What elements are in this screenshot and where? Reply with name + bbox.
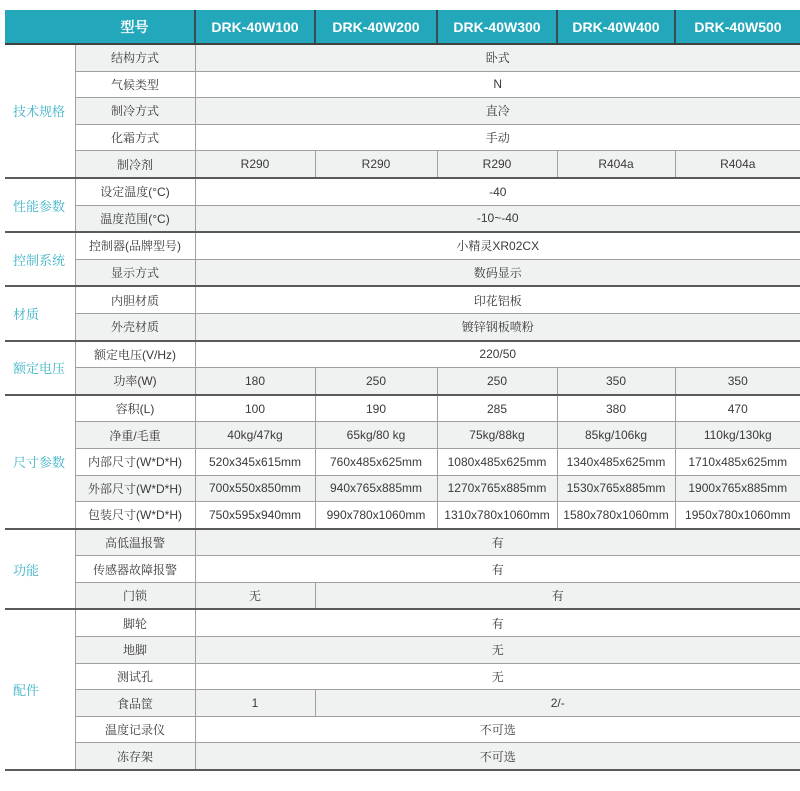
cell-value: R290 <box>315 151 437 178</box>
cell-value: 380 <box>557 395 675 422</box>
model-column-header: DRK-40W300 <box>437 10 557 44</box>
cell-value: 285 <box>437 395 557 422</box>
row-label: 显示方式 <box>75 259 195 286</box>
group-label: 尺寸参数 <box>5 395 75 529</box>
table-row <box>5 502 800 529</box>
cell-value: 220/50 <box>195 341 800 368</box>
cell-value: 100 <box>195 395 315 422</box>
table-row <box>5 448 800 475</box>
cell-value: 470 <box>675 395 800 422</box>
table-row <box>5 529 800 556</box>
table-row <box>5 663 800 690</box>
cell-value: 700x550x850mm <box>195 475 315 502</box>
cell-value: N <box>195 71 800 98</box>
row-label: 测试孔 <box>75 663 195 690</box>
row-label: 化霜方式 <box>75 124 195 151</box>
cell-value: 1900x765x885mm <box>675 475 800 502</box>
table-row <box>5 205 800 232</box>
row-label: 功率(W) <box>75 368 195 395</box>
cell-value: 520x345x615mm <box>195 448 315 475</box>
table-row <box>5 395 800 422</box>
table-row <box>5 124 800 151</box>
cell-value: 不可选 <box>195 743 800 770</box>
cell-value: 印花铝板 <box>195 286 800 313</box>
table-row <box>5 151 800 178</box>
table-row <box>5 259 800 286</box>
row-label: 设定温度(°C) <box>75 178 195 205</box>
table-row <box>5 422 800 449</box>
cell-value: 85kg/106kg <box>557 422 675 449</box>
row-label: 结构方式 <box>75 44 195 71</box>
cell-value: 数码显示 <box>195 259 800 286</box>
group-label: 配件 <box>5 609 75 770</box>
row-label: 制冷方式 <box>75 98 195 125</box>
row-label: 气候类型 <box>75 71 195 98</box>
cell-value: R404a <box>675 151 800 178</box>
table-row <box>5 637 800 664</box>
model-column-header: DRK-40W100 <box>195 10 315 44</box>
table-row <box>5 313 800 340</box>
cell-value: 1310x780x1060mm <box>437 502 557 529</box>
model-header-cell: 型号 <box>5 10 195 44</box>
group-label: 功能 <box>5 529 75 610</box>
cell-value: R290 <box>195 151 315 178</box>
table-row <box>5 743 800 770</box>
cell-value: 1 <box>195 690 315 717</box>
cell-value: 990x780x1060mm <box>315 502 437 529</box>
spec-table <box>5 10 800 771</box>
group-label: 性能参数 <box>5 178 75 232</box>
table-row <box>5 178 800 205</box>
cell-value: 1340x485x625mm <box>557 448 675 475</box>
cell-value: 无 <box>195 637 800 664</box>
row-label: 高低温报警 <box>75 529 195 556</box>
table-row <box>5 609 800 636</box>
header-row <box>5 10 800 44</box>
row-label: 脚轮 <box>75 609 195 636</box>
cell-value: 镀锌钢板喷粉 <box>195 313 800 340</box>
row-label: 地脚 <box>75 637 195 664</box>
cell-value: 直冷 <box>195 98 800 125</box>
table-row <box>5 582 800 609</box>
row-label: 额定电压(V/Hz) <box>75 341 195 368</box>
cell-value: 有 <box>195 609 800 636</box>
cell-value: 40kg/47kg <box>195 422 315 449</box>
cell-value: 190 <box>315 395 437 422</box>
row-label: 控制器(品牌型号) <box>75 232 195 259</box>
row-label: 内部尺寸(W*D*H) <box>75 448 195 475</box>
cell-value: 760x485x625mm <box>315 448 437 475</box>
cell-value: 有 <box>195 529 800 556</box>
cell-value: 1710x485x625mm <box>675 448 800 475</box>
table-row <box>5 368 800 395</box>
cell-value: 1080x485x625mm <box>437 448 557 475</box>
cell-value: 1950x780x1060mm <box>675 502 800 529</box>
row-label: 传感器故障报警 <box>75 556 195 583</box>
cell-value: -40 <box>195 178 800 205</box>
model-column-header: DRK-40W400 <box>557 10 675 44</box>
table-row <box>5 98 800 125</box>
row-label: 温度记录仪 <box>75 716 195 743</box>
row-label: 门锁 <box>75 582 195 609</box>
cell-value: 940x765x885mm <box>315 475 437 502</box>
cell-value: 1270x765x885mm <box>437 475 557 502</box>
cell-value: 有 <box>315 582 800 609</box>
row-label: 外壳材质 <box>75 313 195 340</box>
cell-value: 75kg/88kg <box>437 422 557 449</box>
row-label: 外部尺寸(W*D*H) <box>75 475 195 502</box>
group-label: 材质 <box>5 286 75 340</box>
row-label: 包装尺寸(W*D*H) <box>75 502 195 529</box>
cell-value: 不可选 <box>195 716 800 743</box>
row-label: 制冷剂 <box>75 151 195 178</box>
cell-value: 750x595x940mm <box>195 502 315 529</box>
table-row <box>5 71 800 98</box>
group-label: 控制系统 <box>5 232 75 286</box>
cell-value: 65kg/80 kg <box>315 422 437 449</box>
model-column-header: DRK-40W500 <box>675 10 800 44</box>
cell-value: 350 <box>675 368 800 395</box>
cell-value: 250 <box>315 368 437 395</box>
row-label: 内胆材质 <box>75 286 195 313</box>
table-row <box>5 716 800 743</box>
table-row <box>5 232 800 259</box>
row-label: 食品筐 <box>75 690 195 717</box>
table-row <box>5 690 800 717</box>
group-label: 技术规格 <box>5 44 75 178</box>
cell-value: 有 <box>195 556 800 583</box>
cell-value: 110kg/130kg <box>675 422 800 449</box>
cell-value: 2/- <box>315 690 800 717</box>
cell-value: 250 <box>437 368 557 395</box>
table-row <box>5 475 800 502</box>
cell-value: 卧式 <box>195 44 800 71</box>
cell-value: 小精灵XR02CX <box>195 232 800 259</box>
model-column-header: DRK-40W200 <box>315 10 437 44</box>
cell-value: R404a <box>557 151 675 178</box>
cell-value: 手动 <box>195 124 800 151</box>
group-label: 额定电压 <box>5 341 75 395</box>
row-label: 净重/毛重 <box>75 422 195 449</box>
row-label: 容积(L) <box>75 395 195 422</box>
table-row <box>5 44 800 71</box>
row-label: 冻存架 <box>75 743 195 770</box>
cell-value: -10~-40 <box>195 205 800 232</box>
table-row <box>5 341 800 368</box>
cell-value: R290 <box>437 151 557 178</box>
table-row <box>5 556 800 583</box>
cell-value: 350 <box>557 368 675 395</box>
row-label: 温度范围(°C) <box>75 205 195 232</box>
table-row <box>5 286 800 313</box>
cell-value: 1530x765x885mm <box>557 475 675 502</box>
cell-value: 无 <box>195 663 800 690</box>
cell-value: 180 <box>195 368 315 395</box>
cell-value: 无 <box>195 582 315 609</box>
cell-value: 1580x780x1060mm <box>557 502 675 529</box>
